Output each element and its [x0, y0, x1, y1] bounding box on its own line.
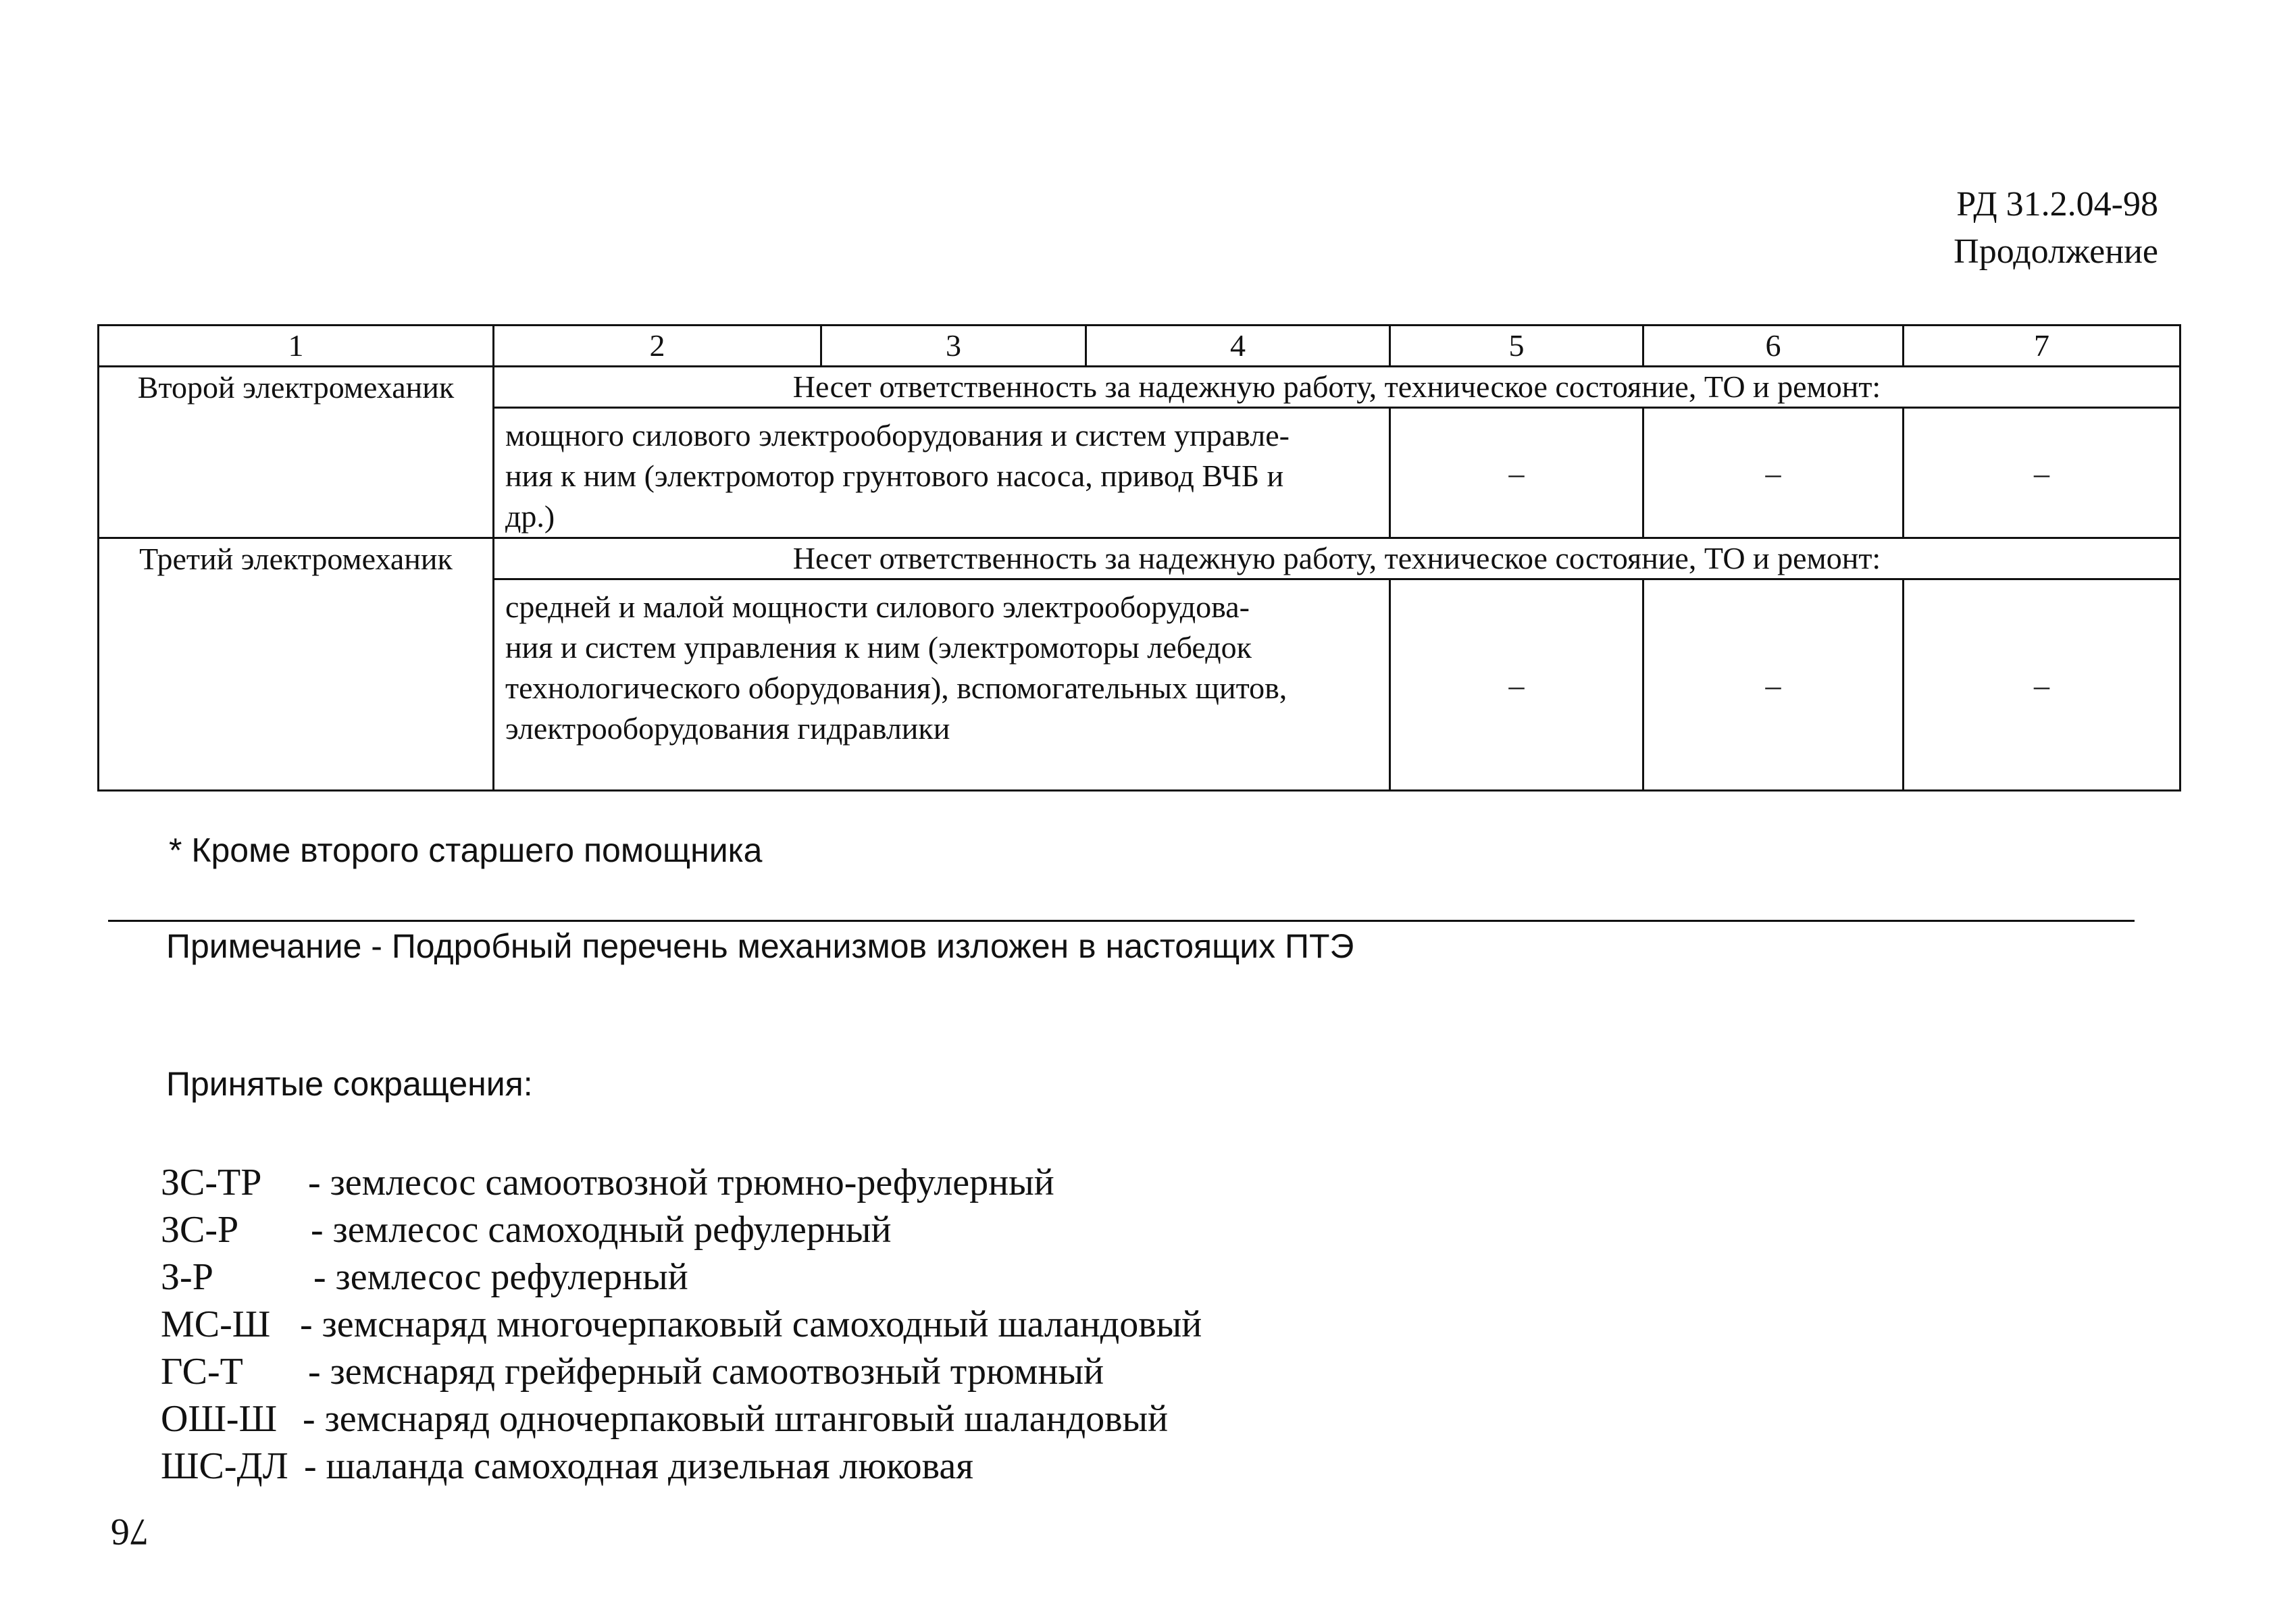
abbreviations-title: Принятые сокращения: — [166, 1065, 533, 1103]
footnote: * Кроме второго старшего помощника — [169, 831, 763, 869]
table-row — [99, 367, 2180, 408]
abbreviation-description: - земснаряд одночерпаковый штанговый шаландовый — [303, 1398, 1169, 1440]
document-header — [1954, 181, 2158, 276]
abbreviation-code: ЗС-Р — [161, 1209, 239, 1251]
continuation-label: Продолжение — [1954, 232, 2158, 271]
description-line: ния и систем управления к ним (электромоторы лебедок — [505, 630, 1252, 665]
responsibility-cell: Несет ответственность за надежную работу, техническое состояние, ТО и ремонт: — [494, 538, 2180, 579]
description-line: технологического оборудования), вспомогательных щитов, — [505, 671, 1287, 705]
description-line: др.) — [505, 499, 555, 534]
role-cell: Второй электромеханик — [99, 367, 494, 538]
description-cell — [494, 579, 1390, 791]
abbreviation-code: З-Р — [161, 1256, 213, 1298]
abbreviation-code: МС-Ш — [161, 1303, 271, 1345]
abbreviation-description: - землесос рефулерный — [313, 1256, 688, 1298]
note: Примечание - Подробный перечень механизмов изложен в настоящих ПТЭ — [166, 927, 1354, 965]
column-number-row — [99, 326, 2180, 367]
abbreviation-code: ГС-Т — [161, 1351, 243, 1393]
table-row — [99, 538, 2180, 579]
column-number: 7 — [1904, 326, 2180, 367]
description-line: мощного силового электрооборудования и систем управле- — [505, 418, 1290, 452]
abbreviation-code: ШС-ДЛ — [161, 1445, 288, 1487]
description-line: ния к ним (электромотор грунтового насоса, привод ВЧБ и — [505, 459, 1284, 493]
abbreviation-code: ОШ-Ш — [161, 1398, 278, 1440]
dash-cell: – — [1390, 408, 1643, 538]
column-number: 4 — [1086, 326, 1390, 367]
responsibility-cell: Несет ответственность за надежную работу, техническое состояние, ТО и ремонт: — [494, 367, 2180, 408]
dash-cell: – — [1643, 579, 1904, 791]
dash-cell: – — [1643, 408, 1904, 538]
abbreviation-description: - землесос самоотвозной трюмно-рефулерный — [308, 1162, 1054, 1203]
role-cell: Третий электромеханик — [99, 538, 494, 791]
dash-cell: – — [1904, 408, 2180, 538]
description-cell — [494, 408, 1390, 538]
responsibility-table — [97, 324, 2181, 792]
column-number: 3 — [821, 326, 1086, 367]
abbreviation-code: ЗС-ТР — [161, 1162, 262, 1203]
dash-cell: – — [1904, 579, 2180, 791]
abbreviation-description: - землесос самоходный рефулерный — [311, 1209, 892, 1251]
description-line: средней и малой мощности силового электрооборудова- — [505, 590, 1250, 624]
abbreviation-description: - шаланда самоходная дизельная люковая — [304, 1445, 973, 1487]
abbreviation-description: - земснаряд грейферный самоотвозный трюмный — [308, 1351, 1104, 1393]
page-number: 76 — [111, 1511, 149, 1553]
dash-cell: – — [1390, 579, 1643, 791]
abbreviation-description: - земснаряд многочерпаковый самоходный шаландовый — [300, 1303, 1202, 1345]
document-code: РД 31.2.04-98 — [1956, 185, 2158, 224]
description-line: электрооборудования гидравлики — [505, 711, 950, 746]
column-number: 5 — [1390, 326, 1643, 367]
divider — [108, 920, 2135, 922]
column-number: 2 — [494, 326, 821, 367]
column-number: 6 — [1643, 326, 1904, 367]
column-number: 1 — [99, 326, 494, 367]
